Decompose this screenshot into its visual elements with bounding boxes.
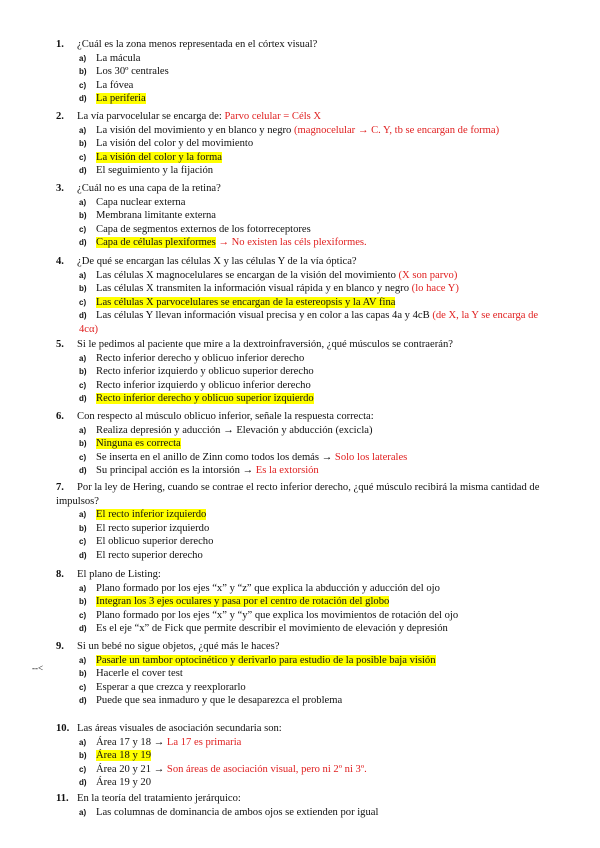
option-text: Puede que sea inmaduro y que le desaparezca el problema xyxy=(96,695,343,706)
option-letter: a) xyxy=(79,583,87,593)
option-letter: c) xyxy=(79,152,87,162)
question-number: 10. xyxy=(56,723,70,734)
answer-option xyxy=(79,667,559,681)
option-text: Los 30º centrales xyxy=(96,66,169,77)
question-item xyxy=(56,410,576,424)
option-note: (magnocelular → C. Y, tb se encargan de forma) xyxy=(294,124,500,136)
question-item xyxy=(56,338,576,352)
answer-option xyxy=(79,595,559,609)
option-note: (X son parvo) xyxy=(398,269,458,281)
question-number: 9. xyxy=(56,641,64,652)
answer-option xyxy=(79,424,559,438)
answer-option xyxy=(79,535,559,549)
option-text-highlighted: La visión del color y la forma xyxy=(96,151,222,163)
option-note: Son áreas de asociación visual, pero ni 2º ni 3º. xyxy=(166,763,367,775)
answer-option xyxy=(79,124,559,138)
option-letter: a) xyxy=(79,270,87,280)
option-letter: d) xyxy=(79,778,87,787)
option-letter: b) xyxy=(79,669,87,678)
option-letter: a) xyxy=(79,53,87,63)
option-text: Recto inferior derecho y oblicuo inferior derecho xyxy=(96,352,305,364)
question-number: 5. xyxy=(56,339,64,350)
answer-option xyxy=(79,236,559,250)
answer-option xyxy=(79,749,559,763)
answer-option xyxy=(79,223,559,237)
option-letter: c) xyxy=(79,297,87,307)
answer-option xyxy=(79,681,559,695)
option-text: Las columnas de dominancia de ambos ojos se extienden por igual xyxy=(96,806,379,818)
option-letter: c) xyxy=(79,764,87,774)
option-letter: c) xyxy=(79,80,87,90)
option-note: (de X, la Y se encarga de 4cα) xyxy=(79,310,539,335)
question-text: Por la ley de Hering, cuando se contrae el recto inferior derecho, ¿qué músculo recibirá la misma cantidad de impulsos? xyxy=(56,482,540,507)
option-letter: d) xyxy=(79,696,87,705)
option-text: Área 17 y 18 → xyxy=(96,736,165,748)
option-letter: a) xyxy=(79,655,87,665)
option-text: El seguimiento y la fijación xyxy=(96,165,214,176)
answer-option xyxy=(79,622,559,636)
question-text: Con respecto al músculo oblicuo inferior, señale la respuesta correcta: xyxy=(77,411,374,422)
option-text: Las células X transmiten la información visual rápida y en blanco y negro xyxy=(96,283,410,294)
answer-option xyxy=(79,137,559,151)
option-letter: c) xyxy=(79,452,87,462)
option-letter: a) xyxy=(79,353,87,363)
option-text: Las células X magnocelulares se encargan de la visión del movimiento xyxy=(96,269,396,281)
option-letter: c) xyxy=(79,682,87,692)
option-text: Las células Y llevan información visual precisa y en color a las capas 4a y 4cB xyxy=(96,310,430,321)
option-letter: b) xyxy=(79,367,87,376)
answer-option xyxy=(79,196,559,210)
question-item xyxy=(56,640,576,654)
answer-option xyxy=(79,654,559,668)
option-letter: d) xyxy=(79,166,87,175)
option-note: La 17 es primaria xyxy=(166,736,242,748)
answer-option xyxy=(79,582,559,596)
option-letter: b) xyxy=(79,67,87,76)
answer-option xyxy=(79,392,559,406)
option-letter: d) xyxy=(79,238,87,247)
question-text: Si un bebé no sigue objetos, ¿qué más le haces? xyxy=(77,641,280,652)
option-text-highlighted: Las células X parvocelulares se encargan de la estereopsis y la AV fina xyxy=(96,296,396,308)
option-letter: d) xyxy=(79,624,87,633)
option-text: Capa de segmentos externos de los fotorreceptores xyxy=(96,223,311,235)
option-letter: b) xyxy=(79,284,87,293)
option-text-highlighted: Recto inferior derecho y oblicuo superior izquierdo xyxy=(96,393,314,404)
option-text-highlighted: Ninguna es correcta xyxy=(96,438,181,449)
question-number: 11. xyxy=(56,793,69,804)
option-letter: c) xyxy=(79,380,87,390)
question-number: 4. xyxy=(56,256,64,267)
question-text: Si le pedimos al paciente que mire a la dextroinfraversión, ¿qué músculos se contraerán? xyxy=(77,339,453,350)
question-item xyxy=(56,481,576,508)
option-text: Recto inferior izquierdo y oblicuo superior derecho xyxy=(96,366,314,377)
question-item xyxy=(56,110,576,124)
answer-option xyxy=(79,79,559,93)
option-letter: b) xyxy=(79,439,87,448)
answer-option xyxy=(79,379,559,393)
option-text: Esperar a que crezca y reexplorarlo xyxy=(96,681,246,693)
question-text: El plano de Listing: xyxy=(77,569,161,580)
option-letter: a) xyxy=(79,125,87,135)
option-text: Capa nuclear externa xyxy=(96,196,186,208)
option-letter: a) xyxy=(79,425,87,435)
option-text: Hacerle el cover test xyxy=(96,668,183,679)
answer-option xyxy=(79,776,559,790)
option-letter: a) xyxy=(79,197,87,207)
answer-option xyxy=(79,609,559,623)
option-text-highlighted: Integran los 3 ejes oculares y pasa por el centro de rotación del globo xyxy=(96,596,390,607)
question-number: 3. xyxy=(56,183,64,194)
answer-option xyxy=(79,365,559,379)
answer-option xyxy=(79,806,559,820)
answer-option xyxy=(79,352,559,366)
option-text-highlighted: Pasarle un tambor optocinético y derivarlo para estudio de la posible baja visión xyxy=(96,654,436,666)
option-note: Es la extorsión xyxy=(255,465,319,476)
question-number: 8. xyxy=(56,569,64,580)
option-text: Su principal acción es la intorsión → xyxy=(96,465,254,476)
option-text: La fóvea xyxy=(96,79,134,91)
answer-option xyxy=(79,736,559,750)
option-letter: b) xyxy=(79,523,87,533)
question-text: ¿Cuál es la zona menos representada en el córtex visual? xyxy=(77,39,318,50)
option-letter: a) xyxy=(79,510,87,519)
option-text: Área 20 y 21 → xyxy=(96,763,165,775)
question-number: 7. xyxy=(56,482,64,493)
answer-option xyxy=(79,508,559,522)
option-text: La visión del movimiento y en blanco y negro xyxy=(96,124,292,136)
question-text: La vía parvocelular se encarga de: xyxy=(77,111,222,122)
option-text: Área 19 y 20 xyxy=(96,777,152,788)
question-text: En la teoría del tratamiento jerárquico: xyxy=(77,793,241,804)
option-letter: c) xyxy=(79,224,87,234)
option-text: El recto superior derecho xyxy=(96,549,203,561)
option-text: El oblicuo superior derecho xyxy=(96,536,214,547)
question-text: ¿Cuál no es una capa de la retina? xyxy=(77,183,221,194)
option-text: Recto inferior izquierdo y oblicuo inferior derecho xyxy=(96,379,311,391)
option-text-highlighted: Área 18 y 19 xyxy=(96,750,152,761)
option-text-highlighted: La periferia xyxy=(96,93,146,104)
option-letter: a) xyxy=(79,737,87,747)
answer-option xyxy=(79,296,559,310)
option-text: La visión del color y del movimiento xyxy=(96,138,254,149)
option-text: Plano formado por los ejes “x” y “z” que explica la abducción y aducción del ojo xyxy=(96,582,440,594)
option-text: Es el eje “x” de Fick que permite describir el movimiento de elevación y depresión xyxy=(96,623,448,634)
question-item xyxy=(56,722,576,736)
answer-option xyxy=(79,451,559,465)
answer-option xyxy=(79,437,559,451)
question-note: Parvo celular = Céls X xyxy=(224,111,322,122)
option-letter: b) xyxy=(79,751,87,760)
option-text: Plano formado por los ejes “x” y “y” que explica los movimientos de rotación del ojo xyxy=(96,609,459,621)
option-text: El recto superior izquierdo xyxy=(96,522,210,534)
option-text: Membrana limitante externa xyxy=(96,210,217,221)
option-letter: d) xyxy=(79,550,87,560)
question-item xyxy=(56,568,576,582)
option-letter: c) xyxy=(79,610,87,620)
option-letter: d) xyxy=(79,466,87,475)
answer-option xyxy=(79,52,559,66)
answer-option xyxy=(79,92,559,106)
answer-option xyxy=(79,464,559,478)
option-text-highlighted: El recto inferior izquierdo xyxy=(96,509,207,520)
answer-option xyxy=(79,522,559,536)
answer-option xyxy=(79,549,559,563)
option-letter: d) xyxy=(79,311,87,320)
question-item xyxy=(56,792,576,806)
question-text: ¿De qué se encargan las células X y las células Y de la vía óptica? xyxy=(77,256,357,267)
question-number: 1. xyxy=(56,39,64,50)
option-text-highlighted: Capa de células plexiformes xyxy=(96,237,216,248)
answer-option xyxy=(79,694,559,708)
question-item xyxy=(56,38,576,52)
answer-option xyxy=(79,269,559,283)
answer-option xyxy=(79,151,559,165)
option-text: Realiza depresión y aducción → Elevación y abducción (excicla) xyxy=(96,424,373,436)
option-letter: b) xyxy=(79,211,87,220)
option-letter: a) xyxy=(79,807,87,817)
margin-mark: --< xyxy=(32,663,44,673)
answer-option xyxy=(79,209,559,223)
question-number: 2. xyxy=(56,111,64,122)
option-text: Se inserta en el anillo de Zinn como todos los demás → xyxy=(96,451,333,463)
question-item xyxy=(56,255,576,269)
question-item xyxy=(56,182,576,196)
answer-option xyxy=(79,309,559,336)
answer-option xyxy=(79,282,559,296)
answer-option xyxy=(79,763,559,777)
question-text: Las áreas visuales de asociación secundaria son: xyxy=(77,723,282,734)
option-letter: b) xyxy=(79,597,87,606)
option-note: Solo los laterales xyxy=(334,451,408,463)
option-letter: b) xyxy=(79,139,87,148)
option-text: La mácula xyxy=(96,52,141,64)
option-note: (lo hace Y) xyxy=(411,283,459,294)
answer-option xyxy=(79,65,559,79)
answer-option xyxy=(79,164,559,178)
option-letter: d) xyxy=(79,394,87,403)
option-note: → No existen las céls plexiformes. xyxy=(218,237,367,248)
option-letter: c) xyxy=(79,537,87,546)
question-number: 6. xyxy=(56,411,64,422)
option-letter: d) xyxy=(79,94,87,103)
